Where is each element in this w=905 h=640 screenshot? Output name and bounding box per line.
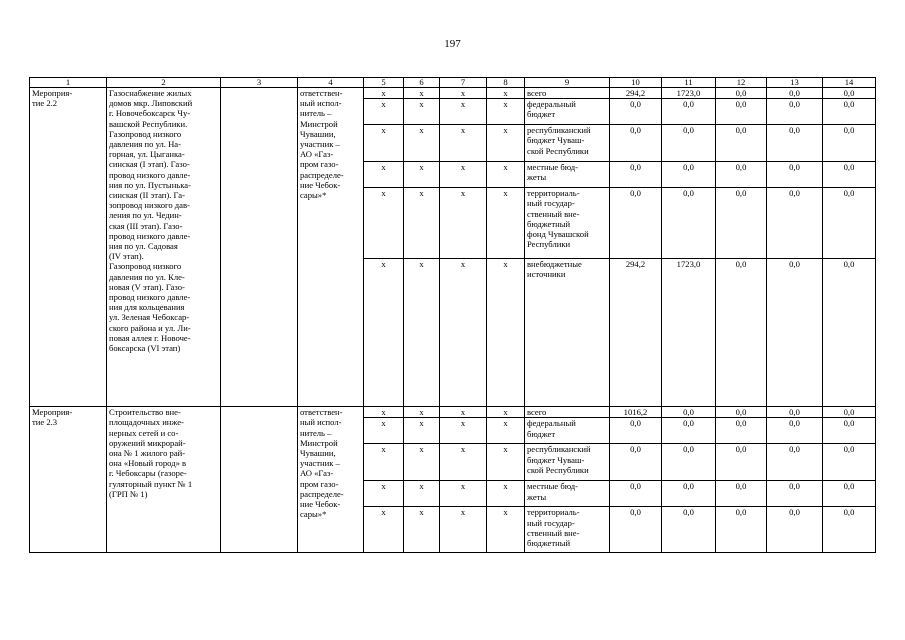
amount-cell: 0,0: [823, 481, 876, 507]
indicator-cell: х: [487, 162, 525, 188]
amount-cell: 0,0: [823, 162, 876, 188]
funding-source-cell: республиканский бюджет Чуваш- ской Республики: [525, 444, 610, 481]
indicator-cell: х: [487, 507, 525, 553]
header-cell: 7: [440, 78, 487, 88]
amount-cell: 0,0: [823, 188, 876, 259]
amount-cell: 0,0: [823, 88, 876, 99]
amount-cell: 0,0: [662, 188, 716, 259]
empty-cell: [221, 407, 298, 553]
amount-cell: 0,0: [610, 162, 662, 188]
amount-cell: 0,0: [823, 259, 876, 407]
amount-cell: 0,0: [716, 259, 767, 407]
indicator-cell: х: [440, 444, 487, 481]
indicator-cell: х: [487, 259, 525, 407]
amount-cell: 0,0: [767, 444, 823, 481]
header-cell: 3: [221, 78, 298, 88]
amount-cell: 0,0: [610, 507, 662, 553]
indicator-cell: х: [404, 188, 440, 259]
description-cell: Строительство вне- площадочных инже- нерных сетей и со- оружений микрорай- она № 1 жилого рай- она «Новый город» в г. Чебоксары (газоре- гуляторный пункт № 1 (ГРП № 1): [107, 407, 221, 553]
indicator-cell: х: [440, 125, 487, 162]
amount-cell: 0,0: [716, 88, 767, 99]
funding-source-cell: всего: [525, 407, 610, 418]
amount-cell: 294,2: [610, 88, 662, 99]
amount-cell: 0,0: [662, 418, 716, 444]
indicator-cell: х: [404, 507, 440, 553]
amount-cell: 0,0: [767, 99, 823, 125]
indicator-cell: х: [404, 407, 440, 418]
amount-cell: 0,0: [662, 481, 716, 507]
indicator-cell: х: [440, 407, 487, 418]
amount-cell: 0,0: [823, 418, 876, 444]
funding-source-cell: территориаль- ный государ- ственный вне- бюджетный: [525, 507, 610, 553]
header-cell: 4: [298, 78, 364, 88]
amount-cell: 0,0: [716, 418, 767, 444]
indicator-cell: х: [404, 418, 440, 444]
indicator-cell: х: [404, 444, 440, 481]
table-row: [30, 88, 876, 99]
executor-cell: ответствен- ный испол- нитель – Минстрой Чувашии, участник – АО «Газ- пром газо- распределе- ние Чебок- сары»*: [298, 88, 364, 407]
indicator-cell: х: [404, 125, 440, 162]
table-row: [30, 407, 876, 418]
indicator-cell: х: [487, 125, 525, 162]
header-cell: 1: [30, 78, 107, 88]
indicator-cell: х: [440, 162, 487, 188]
program-table: [29, 77, 876, 553]
indicator-cell: х: [404, 162, 440, 188]
indicator-cell: х: [487, 418, 525, 444]
amount-cell: 0,0: [610, 444, 662, 481]
indicator-cell: х: [364, 99, 404, 125]
amount-cell: 0,0: [610, 418, 662, 444]
indicator-cell: х: [487, 188, 525, 259]
indicator-cell: х: [404, 259, 440, 407]
indicator-cell: х: [487, 481, 525, 507]
amount-cell: 0,0: [610, 188, 662, 259]
header-cell: 13: [767, 78, 823, 88]
amount-cell: 0,0: [767, 88, 823, 99]
description-cell: Газоснабжение жилых домов мкр. Липовский г. Новочебоксарск Чу- вашской Республики. Газопровод низкого давления по ул. На- горная, ул. Цыганка- синская (I этап). Газо- провод низкого давле- ния по ул. Пустынька- синская (II этап). Га- зопровод низкого дав- ления по ул. Чедин- ская (III этап). Газо- провод низкого давле- ния по ул. Садовая (IV этап). Газопровод низкого давления по ул. Кле- новая (V этап). Газо- провод низкого давле- ния для кольцевания ул. Зеленая Чебоксар- ского района и ул. Ли- повая аллея г. Новоче- боксарска (VI этап): [107, 88, 221, 407]
funding-source-cell: федеральный бюджет: [525, 99, 610, 125]
amount-cell: 0,0: [823, 444, 876, 481]
header-cell: 12: [716, 78, 767, 88]
amount-cell: 0,0: [716, 481, 767, 507]
header-row: [30, 78, 876, 88]
header-cell: 2: [107, 78, 221, 88]
amount-cell: 0,0: [823, 125, 876, 162]
empty-cell: [221, 88, 298, 407]
indicator-cell: х: [440, 88, 487, 99]
indicator-cell: х: [404, 481, 440, 507]
indicator-cell: х: [487, 444, 525, 481]
indicator-cell: х: [440, 418, 487, 444]
indicator-cell: х: [364, 125, 404, 162]
indicator-cell: х: [487, 99, 525, 125]
indicator-cell: х: [487, 88, 525, 99]
amount-cell: 0,0: [767, 162, 823, 188]
indicator-cell: х: [364, 507, 404, 553]
funding-source-cell: внебюджетные источники: [525, 259, 610, 407]
indicator-cell: х: [404, 99, 440, 125]
amount-cell: 0,0: [716, 407, 767, 418]
indicator-cell: х: [364, 259, 404, 407]
amount-cell: 0,0: [767, 407, 823, 418]
amount-cell: 0,0: [767, 259, 823, 407]
amount-cell: 1016,2: [610, 407, 662, 418]
event-cell: Мероприя- тие 2.3: [30, 407, 107, 553]
amount-cell: 0,0: [716, 507, 767, 553]
amount-cell: 0,0: [662, 507, 716, 553]
indicator-cell: х: [440, 99, 487, 125]
header-cell: 8: [487, 78, 525, 88]
amount-cell: 1723,0: [662, 259, 716, 407]
amount-cell: 0,0: [610, 481, 662, 507]
amount-cell: 0,0: [610, 125, 662, 162]
indicator-cell: х: [364, 418, 404, 444]
indicator-cell: х: [364, 481, 404, 507]
header-cell: 10: [610, 78, 662, 88]
indicator-cell: х: [364, 162, 404, 188]
funding-source-cell: республиканский бюджет Чуваш- ской Республики: [525, 125, 610, 162]
indicator-cell: х: [364, 444, 404, 481]
amount-cell: 0,0: [767, 481, 823, 507]
header-cell: 14: [823, 78, 876, 88]
executor-cell: ответствен- ный испол- нитель – Минстрой Чувашии, участник – АО «Газ- пром газо- распределе- ние Чебок- сары»*: [298, 407, 364, 553]
amount-cell: 0,0: [767, 188, 823, 259]
amount-cell: 0,0: [823, 407, 876, 418]
amount-cell: 0,0: [662, 162, 716, 188]
amount-cell: 0,0: [662, 125, 716, 162]
amount-cell: 0,0: [662, 444, 716, 481]
amount-cell: 0,0: [716, 444, 767, 481]
amount-cell: 0,0: [716, 162, 767, 188]
funding-source-cell: всего: [525, 88, 610, 99]
amount-cell: 0,0: [662, 407, 716, 418]
page-number: 197: [444, 38, 461, 50]
funding-source-cell: федеральный бюджет: [525, 418, 610, 444]
header-cell: 5: [364, 78, 404, 88]
indicator-cell: х: [440, 481, 487, 507]
amount-cell: 1723,0: [662, 88, 716, 99]
indicator-cell: х: [440, 507, 487, 553]
amount-cell: 294,2: [610, 259, 662, 407]
header-cell: 6: [404, 78, 440, 88]
indicator-cell: х: [364, 188, 404, 259]
indicator-cell: х: [440, 188, 487, 259]
amount-cell: 0,0: [610, 99, 662, 125]
amount-cell: 0,0: [716, 125, 767, 162]
amount-cell: 0,0: [767, 418, 823, 444]
funding-source-cell: местные бюд- жеты: [525, 481, 610, 507]
amount-cell: 0,0: [716, 188, 767, 259]
amount-cell: 0,0: [716, 99, 767, 125]
header-cell: 9: [525, 78, 610, 88]
header-cell: 11: [662, 78, 716, 88]
indicator-cell: х: [364, 407, 404, 418]
amount-cell: 0,0: [767, 125, 823, 162]
amount-cell: 0,0: [767, 507, 823, 553]
indicator-cell: х: [440, 259, 487, 407]
amount-cell: 0,0: [662, 99, 716, 125]
funding-source-cell: местные бюд- жеты: [525, 162, 610, 188]
event-cell: Мероприя- тие 2.2: [30, 88, 107, 407]
amount-cell: 0,0: [823, 99, 876, 125]
indicator-cell: х: [404, 88, 440, 99]
indicator-cell: х: [364, 88, 404, 99]
funding-source-cell: территориаль- ный государ- ственный вне- бюджетный фонд Чувашской Республики: [525, 188, 610, 259]
indicator-cell: х: [487, 407, 525, 418]
amount-cell: 0,0: [823, 507, 876, 553]
